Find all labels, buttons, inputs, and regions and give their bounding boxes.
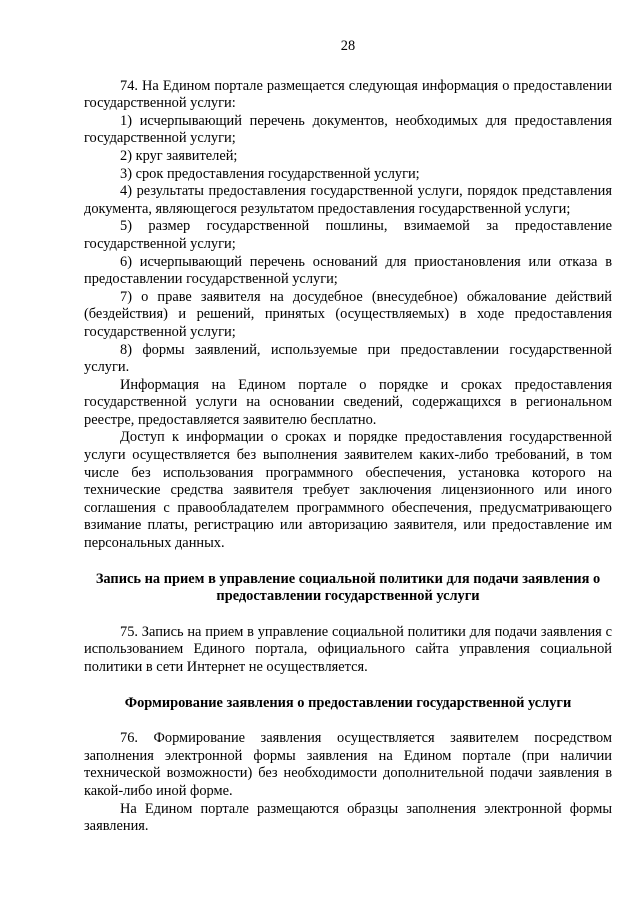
list-item-4: 4) результаты предоставления государственной услуги, порядок представления документа, являющегося результатом предоставления государственной услуги; bbox=[84, 183, 612, 217]
page-number: 28 bbox=[340, 38, 356, 54]
paragraph-75: 75. Запись на прием в управление социальной политики для подачи заявления с использованием Единого портала, официального сайта управления социальной политики в сети Интернет не осуществляется. bbox=[84, 623, 612, 675]
list-item-7: 7) о праве заявителя на досудебное (внесудебное) обжалование действий (бездействия) и решений, принятых (осуществляемых) в ходе предоставления государственной услуги; bbox=[84, 288, 612, 340]
list-item-2: 2) круг заявителей; bbox=[120, 147, 238, 164]
paragraph-76: 76. Формирование заявления осуществляется заявителем посредством заполнения электронной формы заявления на Едином портале (при наличии технической возможности) без необходимости дополнительной подачи заявления в какой-либо иной форме. bbox=[84, 730, 612, 799]
list-item-1: 1) исчерпывающий перечень документов, необходимых для предоставления государственной услуги; bbox=[84, 112, 612, 147]
section-heading-application-form: Формирование заявления о предоставлении государственной услуги bbox=[124, 694, 572, 711]
paragraph-74-intro: 74. На Едином портале размещается следующая информация о предоставлении государственной услуги: bbox=[84, 77, 612, 112]
paragraph-info-free: Информация на Едином портале о порядке и сроках предоставления государственной услуги на основании сведений, содержащихся в региональном реестре, предоставляется заявителю бесплатно. bbox=[84, 376, 612, 428]
paragraph-access: Доступ к информации о сроках и порядке предоставления государственной услуги осуществляется без выполнения заявителем каких-либо требований, в том числе без использования программного обеспечения, установка которого на технические средства заявителя требует заключения лицензионного или иного соглашения с правообладателем программного обеспечения, предусматривающего взимание платы, регистрацию или авторизацию заявителя, или предоставление им персональных данных. bbox=[84, 429, 612, 552]
list-item-5: 5) размер государственной пошлины, взимаемой за предоставление государственной услуги; bbox=[84, 218, 612, 252]
list-item-8: 8) формы заявлений, используемые при предоставлении государственной услуги. bbox=[84, 341, 612, 376]
paragraph-samples: На Едином портале размещаются образцы заполнения электронной формы заявления. bbox=[84, 800, 612, 835]
list-item-6: 6) исчерпывающий перечень оснований для приостановления или отказа в предоставлении государственной услуги; bbox=[84, 253, 612, 288]
section-heading-appointment: Запись на прием в управление социальной политики для подачи заявления о предоставлении государственной услуги bbox=[95, 570, 601, 605]
list-item-3: 3) срок предоставления государственной услуги; bbox=[120, 165, 420, 182]
